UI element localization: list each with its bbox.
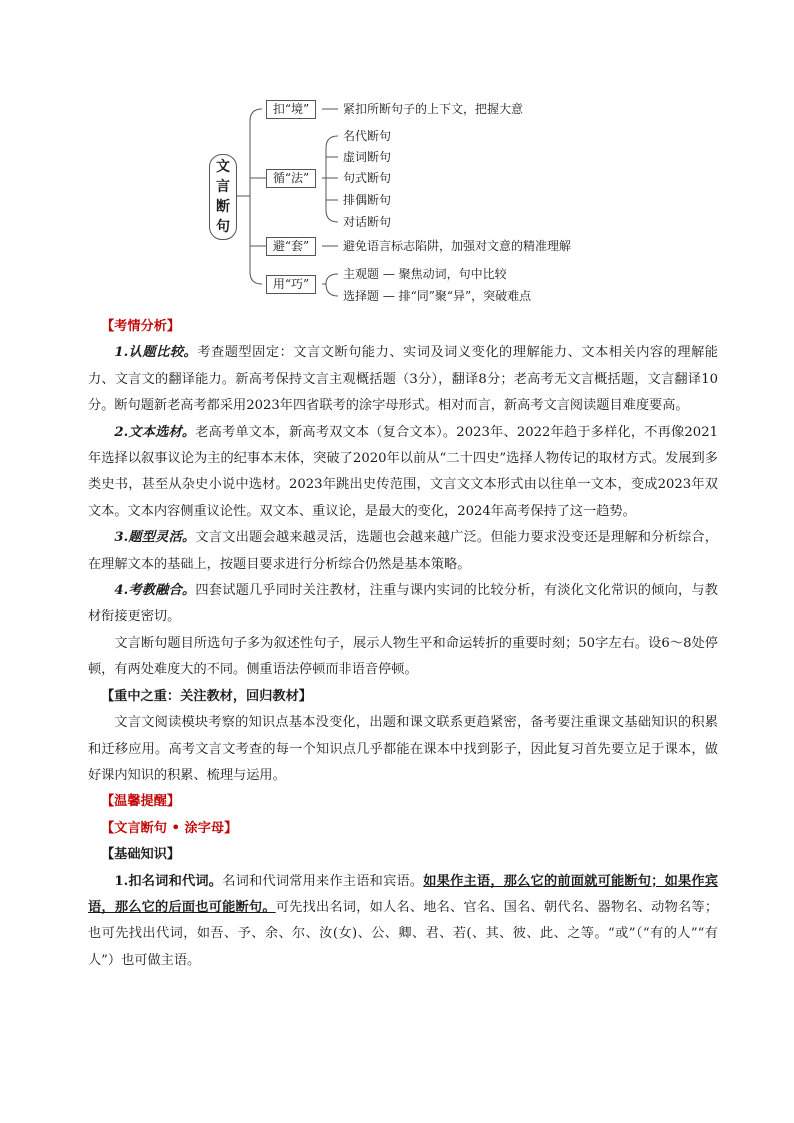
paragraph-1-keyword: 1.认题比较。 xyxy=(114,345,198,361)
branch-yong-qiao: 用“巧” xyxy=(266,275,316,294)
paragraph-1-text: 考查题型固定：文言文断句能力、实词及词义变化的理解能力、文本相关内容的理解能力、文言文的翻译能力。新高考保持文言主观概括题（3分），翻译8分；老高考无文言概括题，文言翻译10分。断句题新老高考都采用2023年四省联考的涂字母形式。相对而言，新高考文言阅读题目难度要高。 xyxy=(88,345,718,414)
leaf: 名代断句 xyxy=(343,129,392,143)
paragraph-7-keyword: 1.扣名词和代词。 xyxy=(114,873,223,889)
root-char: 句 xyxy=(216,219,230,235)
section-title-basic: 【基础知识】 xyxy=(101,847,181,863)
leaf: 虚词断句 xyxy=(343,150,392,164)
paragraph-2-text: 老高考单文本，新高考双文本（复合文本）。2023年、2022年趋于多样化，不再像2021年选择以叙事议论为主的纪事本末体，突破了2020年以前从“二十四史”选择人物传记的取材方式。发展到多类史书，甚至从杂史小说中选材。2023年跳出史传范围，文言文文本形式由以往单一文本，变成2023年双文本。文本内容侧重议论性。双文本、重议论，是最大的变化，2024年高考保持了这一趋势。 xyxy=(88,424,718,519)
leaf: 排偶断句 xyxy=(343,193,392,207)
mind-map-root xyxy=(209,154,237,240)
leaf: 对话断句 xyxy=(343,215,392,229)
branch-kou-jing: 扣“境” xyxy=(266,100,316,119)
paragraph-5: 文言断句题目所选句子多为叙述性句子，展示人物生平和命运转折的重要时刻；50字左右。设6～8处停顿，有两处难度大的不同。侧重语法停顿而非语音停顿。 xyxy=(88,635,718,678)
root-char: 言 xyxy=(216,179,230,195)
branch-bi-tao: 避“套” xyxy=(266,237,316,256)
section-title-tip: 【温馨提醒】 xyxy=(101,794,181,810)
paragraph-4 xyxy=(88,578,718,631)
paragraph-7-underlined: 如果作主语，那么它的前面就可能断句；如果作宾语，那么它的后面也可能断句。 xyxy=(88,873,718,915)
paragraph-2 xyxy=(88,420,718,526)
paragraph-3 xyxy=(88,525,718,578)
root-char: 文 xyxy=(216,159,230,175)
mind-map xyxy=(0,0,794,310)
paragraph-4-text: 四套试题几乎同时关注教材，注重与课内实词的比较分析，有淡化文化常识的倾向，与教材衔接更密切。 xyxy=(88,583,718,625)
paragraph-7 xyxy=(88,869,718,975)
mind-map-connectors xyxy=(0,0,794,310)
paragraph-3-text: 文言文出题会越来越灵活，选题也会越来越广泛。但能力要求没变还是理解和分析综合，在理解文本的基础上，按题目要求进行分析综合仍然是基本策略。 xyxy=(88,530,718,572)
leaf: 选择题 — 排“同”聚“异”，突破难点 xyxy=(343,289,532,303)
paragraph-1 xyxy=(88,340,718,419)
section-title-analysis: 【考情分析】 xyxy=(101,319,181,334)
leaf: 紧扣所断句子的上下文，把握大意 xyxy=(343,102,524,116)
paragraph-3-keyword: 3.题型灵活。 xyxy=(114,530,196,546)
leaf: 句式断句 xyxy=(343,171,392,185)
root-char: 断 xyxy=(216,199,230,215)
leaf: 主观题 — 聚焦动词，句中比较 xyxy=(343,267,507,281)
paragraph-7-text-b: 可先找出名词，如人名、地名、官名、国名、朝代名、器物名、动物名等；也可先找出代词，如吾、予、余、尔、汝(女)、公、卿、君、若(、其、彼、此、之等。“或”（“有的人”“有人”）也可做主语。 xyxy=(88,899,719,968)
section-title-focus: 【重中之重：关注教材，回归教材】 xyxy=(101,688,312,704)
section-title-topic: 【文言断句 • 涂字母】 xyxy=(101,820,238,836)
document-body xyxy=(88,314,718,974)
branch-xun-fa: 循“法” xyxy=(266,169,316,188)
paragraph-4-keyword: 4.考教融合。 xyxy=(114,583,196,599)
leaf: 避免语言标志陷阱，加强对文意的精准理解 xyxy=(343,239,572,253)
paragraph-2-keyword: 2.文本选材。 xyxy=(114,424,196,440)
paragraph-6: 文言文阅读模块考察的知识点基本没变化，出题和课文联系更趋紧密，备考要注重课文基础知识的积累和迁移应用。高考文言文考查的每一个知识点几乎都能在课本中找到影子，因此复习首先要立足于课本，做好课内知识的积累、梳理与运用。 xyxy=(88,715,718,783)
paragraph-7-text-a: 名词和代词常用来作主语和宾语。 xyxy=(222,873,424,889)
